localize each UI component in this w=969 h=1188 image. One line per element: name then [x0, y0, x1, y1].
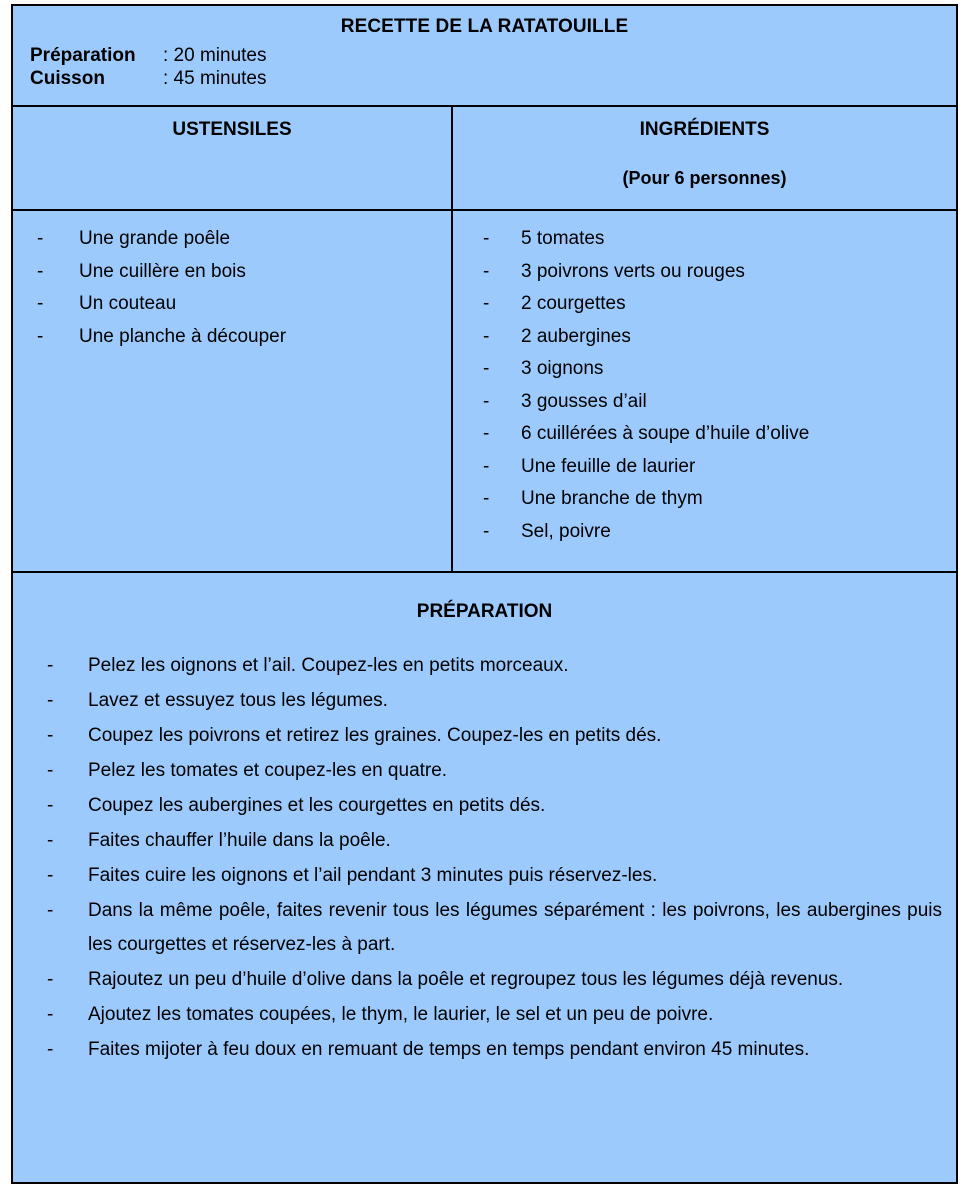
list-item	[453, 288, 956, 321]
ingredients-servings: (Pour 6 personnes)	[622, 168, 787, 188]
step-label: Dans la même poêle, faites revenir tous les légumes séparément : les poivrons, les aubergines puis les courgettes et réservez-les à part.	[88, 900, 942, 955]
list-item-label: 3 gousses d’ail	[521, 390, 647, 412]
step-label: Rajoutez un peu d’huile d’olive dans la poêle et regroupez tous les légumes déjà revenus.	[88, 969, 844, 990]
list-dash: -	[47, 969, 54, 990]
step-label: Ajoutez les tomates coupées, le thym, le laurier, le sel et un peu de poivre.	[88, 1004, 714, 1025]
list-item-label: Un couteau	[79, 293, 177, 314]
list-item	[453, 223, 956, 256]
list-dash: -	[483, 325, 490, 347]
list-item-label: Sel, poivre	[521, 520, 611, 542]
list-dash: -	[483, 228, 490, 249]
list-item	[13, 288, 451, 321]
list-dash: -	[483, 455, 490, 477]
list-dash: -	[47, 1004, 54, 1025]
cook-time-label: Cuisson	[30, 68, 105, 89]
list-item-label: 3 oignons	[521, 358, 604, 379]
cook-time-row	[13, 68, 956, 90]
utensils-column	[13, 107, 453, 571]
list-item	[47, 824, 942, 858]
list-item	[47, 894, 942, 962]
ingredients-heading: INGRÉDIENTS	[639, 119, 770, 140]
list-item	[47, 998, 942, 1032]
list-item-label: 2 courgettes	[521, 293, 626, 314]
list-item	[47, 754, 942, 788]
preparation-section	[13, 573, 956, 1182]
list-item-label: Une planche à découper	[79, 325, 287, 347]
step-label: Pelez les tomates et coupez-les en quatre.	[88, 760, 448, 781]
list-item-label: 6 cuillérées à soupe d’huile d’olive	[521, 423, 810, 444]
list-dash: -	[37, 293, 44, 314]
list-item	[47, 789, 942, 823]
utensils-list	[13, 211, 451, 571]
utensils-ingredients-section	[13, 107, 956, 573]
list-dash: -	[47, 655, 54, 676]
prep-time-row	[13, 45, 956, 67]
list-item	[47, 719, 942, 753]
list-dash: -	[47, 795, 54, 816]
list-item-label: Une grande poêle	[79, 228, 231, 249]
list-dash: -	[47, 725, 54, 746]
prep-time-label: Préparation	[30, 45, 136, 66]
list-dash: -	[47, 760, 54, 781]
list-item	[13, 223, 451, 256]
list-item	[47, 649, 942, 683]
list-item	[13, 256, 451, 289]
ingredients-list	[453, 211, 956, 571]
prep-time-value: : 20 minutes	[163, 45, 267, 66]
list-dash: -	[47, 900, 54, 921]
utensils-header-cell	[13, 107, 451, 211]
list-item	[47, 859, 942, 893]
list-item	[47, 684, 942, 718]
step-label: Faites mijoter à feu doux en remuant de temps en temps pendant environ 45 minutes.	[88, 1039, 810, 1060]
step-label: Pelez les oignons et l’ail. Coupez-les en petits morceaux.	[88, 655, 569, 676]
cook-time-value: : 45 minutes	[163, 68, 267, 89]
list-item	[47, 1033, 942, 1067]
list-dash: -	[483, 260, 490, 282]
list-item	[453, 483, 956, 516]
list-item	[453, 516, 956, 549]
step-label: Faites cuire les oignons et l’ail pendant 3 minutes puis réservez-les.	[88, 865, 658, 886]
preparation-heading: PRÉPARATION	[416, 601, 553, 622]
preparation-steps	[13, 649, 956, 1067]
page-title: RECETTE DE LA RATATOUILLE	[340, 16, 629, 37]
ingredients-column	[453, 107, 956, 571]
list-item-label: 3 poivrons verts ou rouges	[521, 260, 745, 282]
list-dash: -	[47, 830, 54, 851]
ingredients-header-cell	[453, 107, 956, 211]
list-item-label: Une cuillère en bois	[79, 260, 246, 282]
list-dash: -	[483, 520, 490, 542]
list-dash: -	[37, 260, 44, 282]
list-dash: -	[483, 488, 490, 509]
list-item-label: 2 aubergines	[521, 325, 631, 347]
list-dash: -	[483, 390, 490, 412]
step-label: Coupez les aubergines et les courgettes en petits dés.	[88, 795, 546, 816]
list-item	[453, 256, 956, 289]
list-dash: -	[37, 228, 44, 249]
step-label: Faites chauffer l’huile dans la poêle.	[88, 830, 391, 851]
list-dash: -	[37, 325, 44, 347]
list-item	[13, 321, 451, 354]
list-item	[453, 353, 956, 386]
utensils-heading: USTENSILES	[172, 119, 292, 140]
recipe-header	[13, 6, 956, 107]
list-dash: -	[47, 690, 54, 711]
step-label: Coupez les poivrons et retirez les graines. Coupez-les en petits dés.	[88, 725, 662, 746]
list-dash: -	[483, 358, 490, 379]
list-item-label: 5 tomates	[521, 228, 605, 249]
list-item	[453, 386, 956, 419]
list-item	[453, 321, 956, 354]
list-dash: -	[483, 423, 490, 444]
list-dash: -	[47, 1039, 54, 1060]
step-label: Lavez et essuyez tous les légumes.	[88, 690, 388, 711]
list-item	[453, 451, 956, 484]
list-dash: -	[47, 865, 54, 886]
recipe-card	[11, 4, 958, 1184]
list-item	[47, 963, 942, 997]
list-item	[453, 418, 956, 451]
list-item-label: Une branche de thym	[521, 488, 703, 509]
list-item-label: Une feuille de laurier	[521, 455, 696, 477]
list-dash: -	[483, 293, 490, 314]
